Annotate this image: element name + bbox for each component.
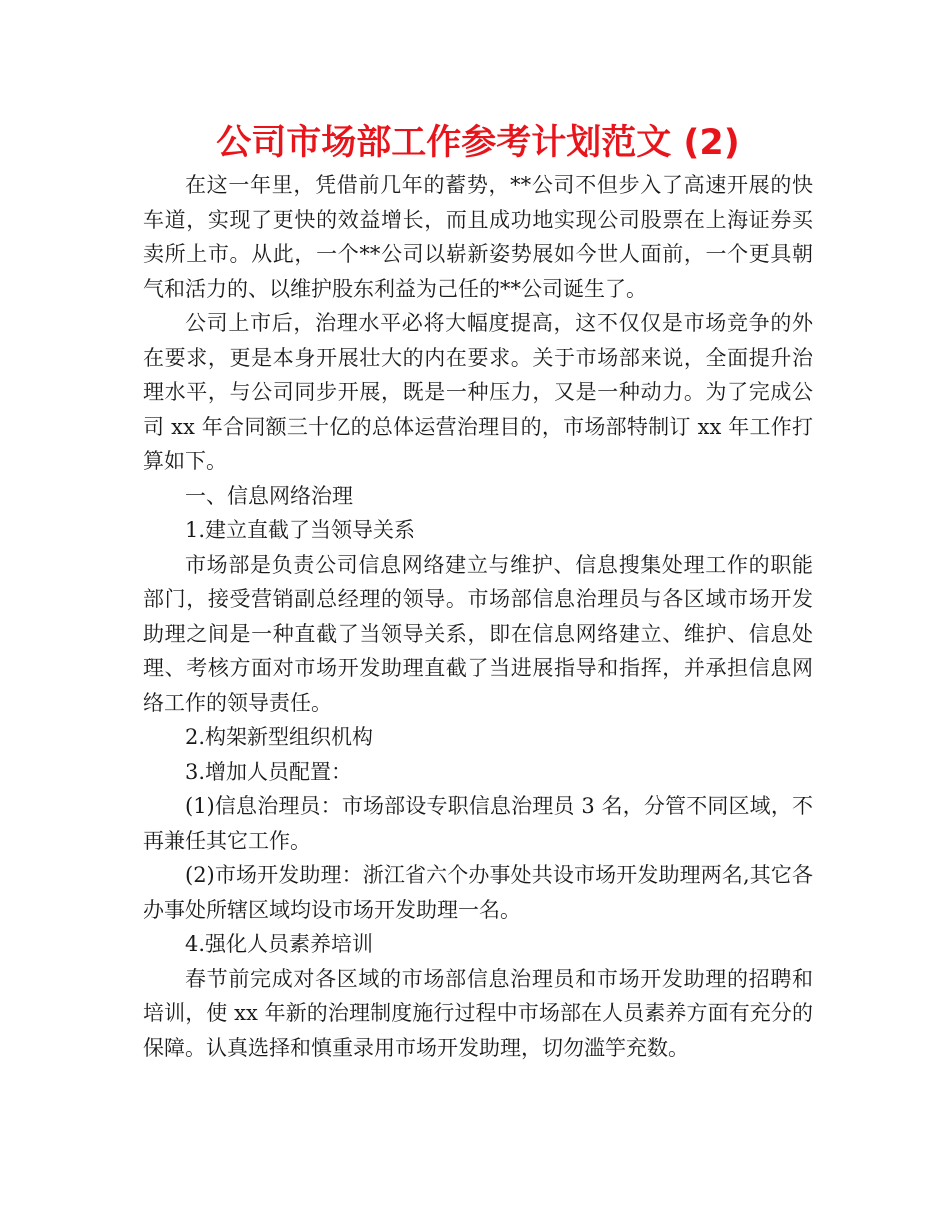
paragraph-training-plan: 春节前完成对各区域的市场部信息治理员和市场开发助理的招聘和培训，使 xx 年新的治理制度施行过程中市场部在人员素养方面有充分的保障。认真选择和慎重录用市场开发助理，切勿滥竽充数。 [143, 966, 813, 1060]
document-page [143, 118, 813, 1065]
subheading-staffing: 3.增加人员配置： [185, 759, 353, 784]
paragraph-listing: 公司上市后，治理水平必将大幅度提高，这不仅仅是市场竞争的外在要求，更是本身开展壮大的内在要求。关于市场部来说，全面提升治理水平，与公司同步开展，既是一种压力，又是一种动力。为了完成公司 xx 年合同额三十亿的总体运营治理目的，市场部特制订 xx 年工作打算如下。 [143, 311, 813, 473]
document-title: 公司市场部工作参考计划范文 (2) [216, 123, 740, 163]
paragraph-intro: 在这一年里，凭借前几年的蓄势，**公司不但步入了高速开展的快车道，实现了更快的效益增长，而且成功地实现公司股票在上海证券买卖所上市。从此，一个**公司以崭新姿势展如今世人面前，一个更具朝气和活力的、以维护股东利益为己任的**公司诞生了。 [143, 173, 813, 301]
section-heading-info-network: 一、信息网络治理 [185, 483, 353, 508]
subheading-training: 4.强化人员素养培训 [185, 932, 374, 956]
paragraph-market-dept-role: 市场部是负责公司信息网络建立与维护、信息搜集处理工作的职能部门，接受营销副总经理的领导。市场部信息治理员与各区域市场开发助理之间是一种直截了当领导关系，即在信息网络建立、维护、信息处理、考核方面对市场开发助理直截了当进展指导和指挥，并承担信息网络工作的领导责任。 [143, 552, 813, 715]
subheading-direct-leadership: 1.建立直截了当领导关系 [185, 518, 416, 542]
list-item-info-manager: (1)信息治理员：市场部设专职信息治理员 3 名，分管不同区域，不再兼任其它工作。 [143, 794, 813, 853]
subheading-organization: 2.构架新型组织机构 [185, 725, 374, 749]
list-item-market-assistant: (2)市场开发助理：浙江省六个办事处共设市场开发助理两名,其它各办事处所辖区域均设市场开发助理一名。 [143, 863, 813, 922]
